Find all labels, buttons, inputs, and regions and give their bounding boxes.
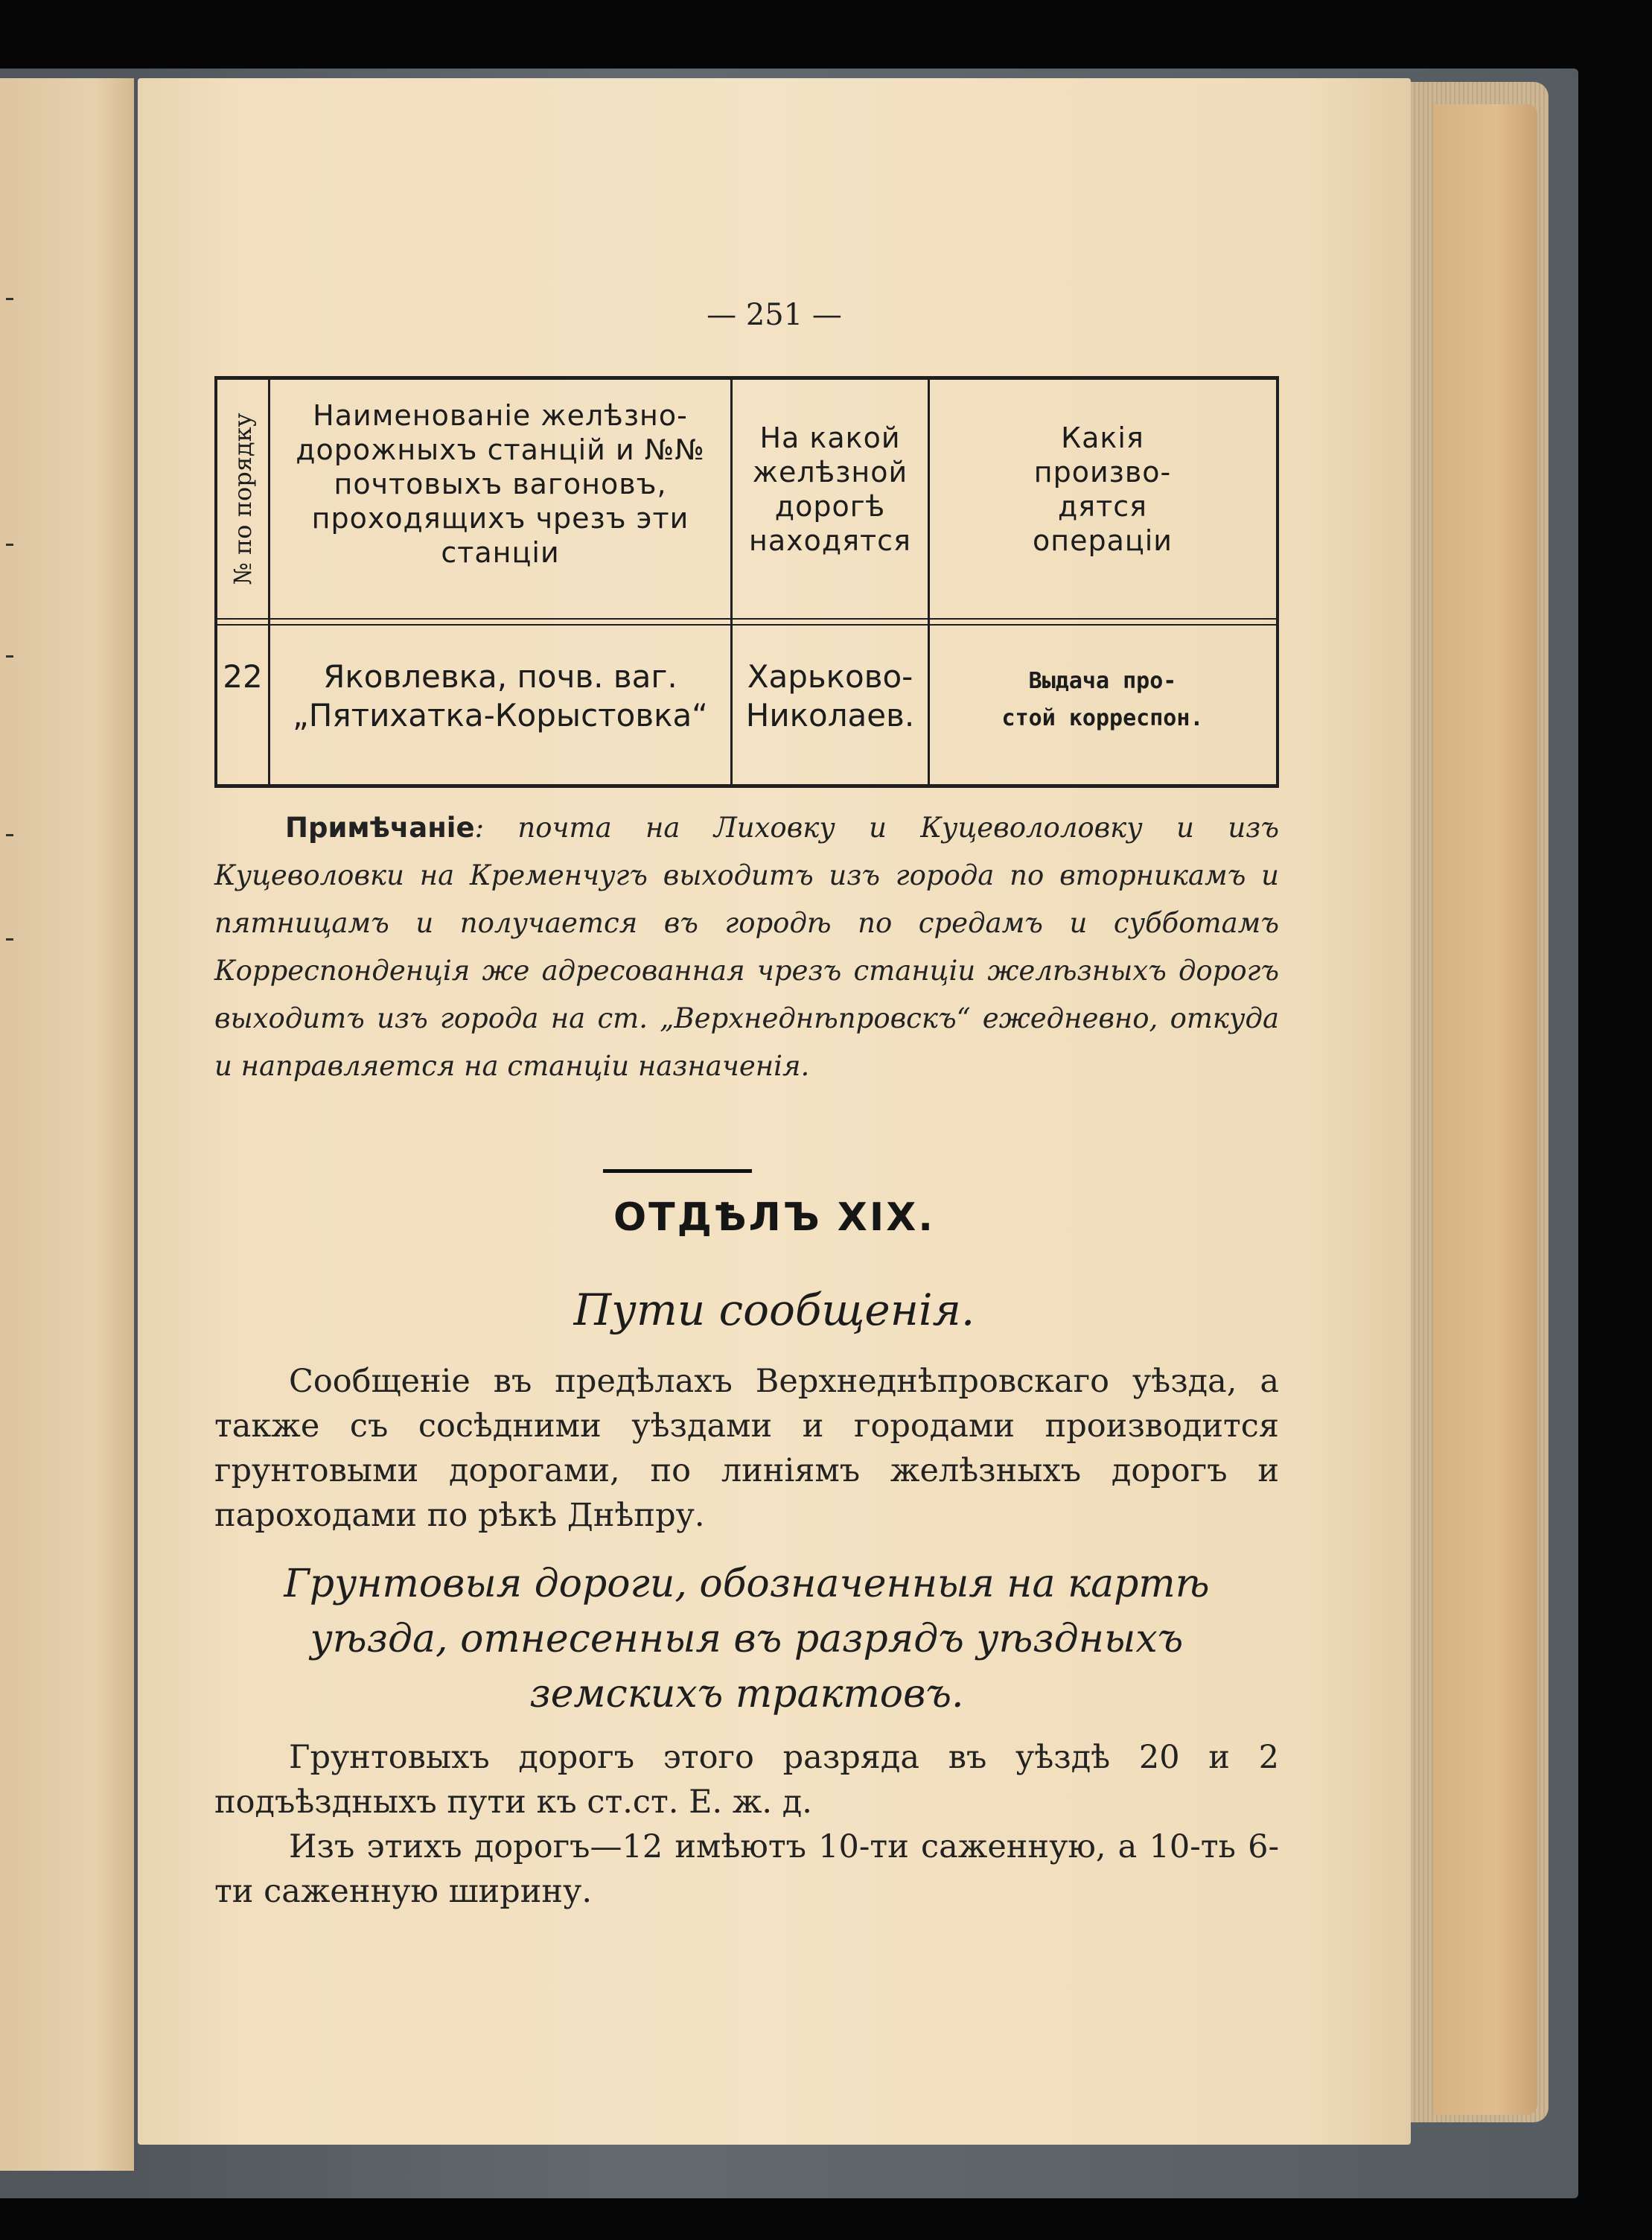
section-title: ОТДѢЛЪ XIX. <box>613 1195 936 1240</box>
header-station-name: Наименованіе желѣзно- дорожныхъ станцій и №№ почтовыхъ вагоновъ, проходящихъ чрезъ эти станціи <box>296 399 705 569</box>
note-paragraph <box>214 804 1279 1090</box>
stations-table <box>214 376 1279 793</box>
table-row-operations: Выдача про- стой корреспон. <box>1001 668 1204 731</box>
page-number: — 251 — <box>707 298 842 332</box>
paragraph-roads-count: Грунтовыхъ дорогъ этого разряда въ уѣздѣ 20 и 2 подъѣздныхъ пути къ ст.ст. Е. ж. д. <box>214 1739 1279 1821</box>
table-row-railway: Харьково- Николаев. <box>745 658 915 734</box>
paragraph-communication: Сообщеніе въ предѣлахъ Верхнеднѣпровскаго уѣзда, а также съ сосѣдними уѣздами и городами производится грунтовыми дорогами, по линіямъ желѣзныхъ дорогъ и пароходами по рѣкѣ Днѣпру. <box>214 1363 1279 1534</box>
note-label: Примѣчаніе <box>285 812 475 844</box>
paragraph-roads-width: Изъ этихъ дорогъ—12 имѣютъ 10-ти саженную, а 10-ть 6-ти саженную ширину. <box>214 1828 1279 1910</box>
section-divider <box>603 1169 752 1173</box>
left-page-marks <box>0 298 22 1415</box>
section-subtitle: Пути сообщенія. <box>573 1285 975 1335</box>
book-page <box>138 78 1411 2145</box>
header-number: № по порядку <box>229 413 257 585</box>
subheading-dirt-roads: Грунтовыя дороги, обозначенныя на картѣ уѣзда, отнесенныя въ разрядъ уѣздныхъ земскихъ трактовъ. <box>284 1562 1210 1716</box>
table-row-station-name: Яковлевка, почв. ваг. „Пятихатка-Корыстовка“ <box>293 658 708 734</box>
note-text: : почта на Лиховку и Куцевололовку и изъ Куцеволовки на Кременчугъ выходитъ изъ города по вторникамъ и пятницамъ и получается въ городѣ по средамъ и субботамъ Корреспонденція же адресованная чрезъ станціи желѣзныхъ дорогъ выходитъ изъ города на ст. „Верхнеднѣпровскъ“ ежедневно, откуда и направляется на станціи назначенія. <box>214 812 1279 1082</box>
back-board-edge <box>1433 104 1537 2115</box>
header-railway: На какой желѣзной дорогѣ находятся <box>749 421 911 557</box>
table-row-number: 22 <box>223 658 263 695</box>
header-operations: Какія произво- дятся операціи <box>1033 421 1173 557</box>
